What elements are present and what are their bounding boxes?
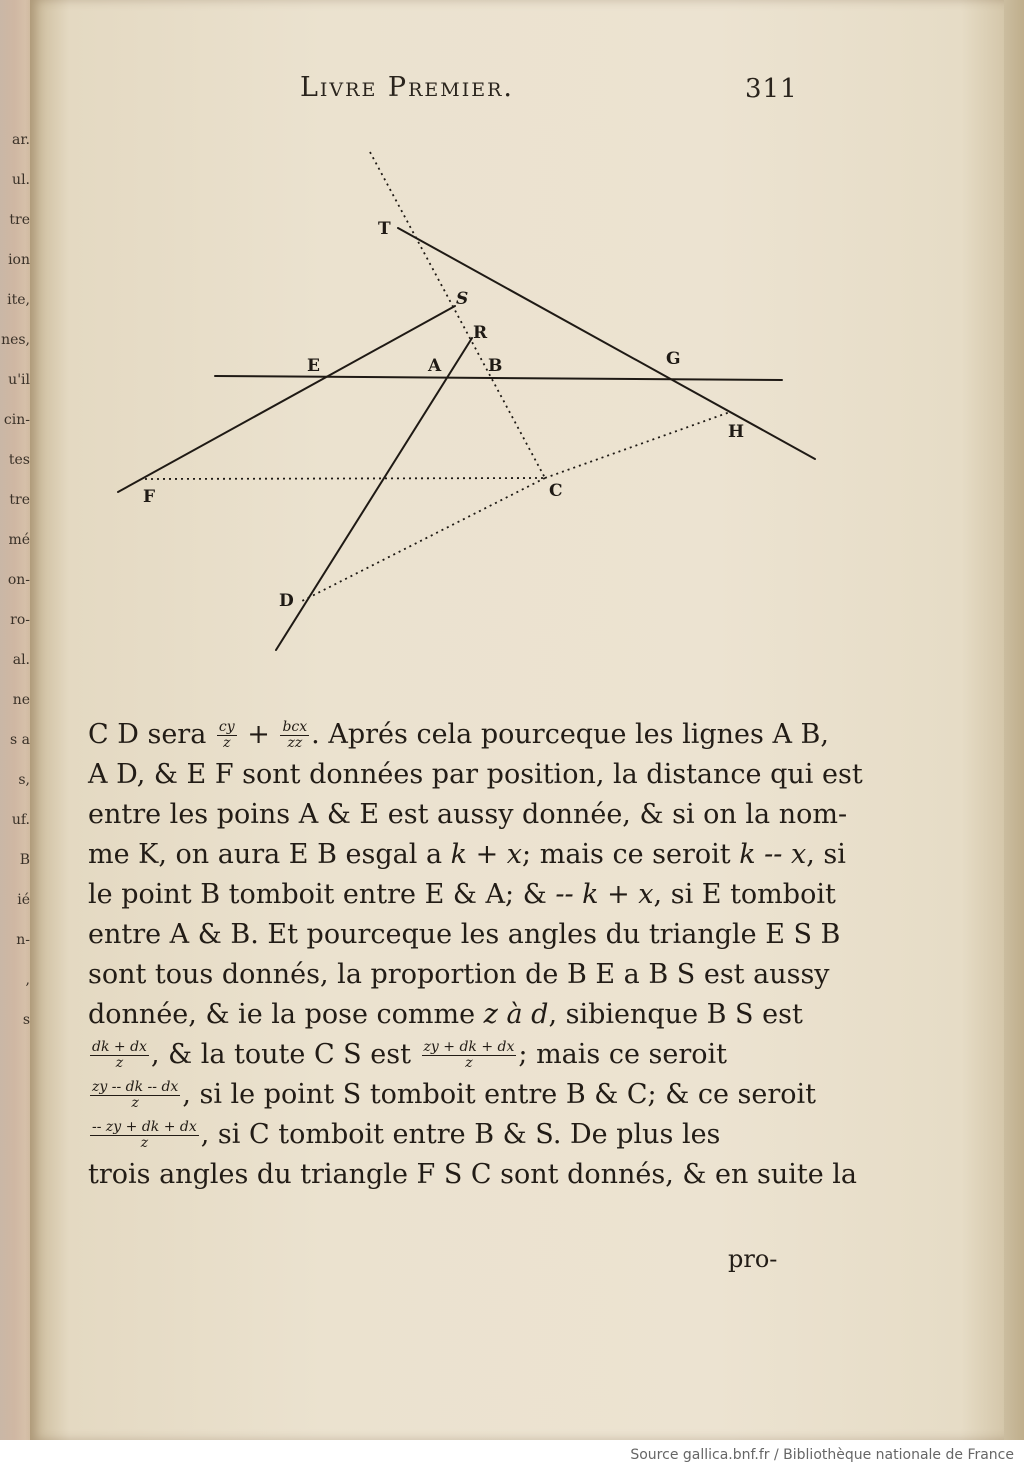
margin-bleed-fragment: tre (9, 212, 30, 228)
fraction-cs-neg: $\frac{-- zy + dk + dx}{z}$ (92, 1119, 197, 1151)
text-line-3: entre les poins A & E est aussy donnée, & si on la nom- (88, 799, 848, 830)
margin-bleed-fragment: , (25, 972, 30, 988)
text-line-9: $\frac{dk + dx}{z}$ , & la toute C S est $\frac{zy + dk + dx}{z}$ ; mais ce seroit (92, 1039, 728, 1071)
label-t: T (378, 219, 391, 239)
dotted-line-ch (545, 412, 730, 478)
margin-bleed-fragment: ul. (12, 172, 30, 188)
label-e: E (307, 356, 320, 376)
page-number: 311 (745, 74, 798, 104)
margin-bleed-fragment: s (22, 1012, 30, 1028)
label-h: H (728, 422, 745, 442)
geometric-figure (0, 0, 1024, 700)
margin-bleed-fragment: s a (10, 732, 30, 748)
source-footer: Source gallica.bnf.fr / Bibliothèque nationale de France (0, 1440, 1024, 1471)
margin-bleed-fragment: nes, (1, 332, 30, 348)
margin-bleed-fragment: al. (12, 652, 30, 668)
margin-bleed-fragment: cin- (3, 412, 30, 428)
margin-bleed-fragment: ar. (12, 132, 30, 148)
line-eg (215, 376, 782, 380)
line-rd (276, 338, 472, 650)
text-line-12: trois angles du triangle F S C sont donnés, & en suite la (88, 1159, 857, 1190)
label-r: R (473, 323, 488, 343)
margin-bleed-fragment: on- (7, 572, 30, 588)
body-text (88, 715, 863, 1195)
text-line-8: donnée, & ie la pose comme z à d, sibienque B S est (88, 999, 803, 1030)
fraction-bs: $\frac{dk + dx}{z}$ (92, 1039, 147, 1071)
text-line-11: $\frac{-- zy + dk + dx}{z}$ , si C tomboit entre B & S. De plus les (92, 1119, 721, 1151)
label-g: G (666, 349, 681, 369)
margin-bleed-fragment: ié (17, 892, 30, 908)
dotted-line-cd (300, 478, 545, 602)
text-line-1: C D sera $\frac{cy}{z}$ + $\frac{\text{bcx}}{zz}$ . Aprés cela pourceque les lignes A B, (88, 719, 829, 751)
running-head: Livre Premier. (300, 72, 514, 103)
margin-bleed-fragment: ion (8, 252, 30, 268)
label-s: S (456, 289, 469, 309)
text-line-10: $\frac{zy -- dk -- dx}{z}$ , si le point S tomboit entre B & C; & ce seroit (92, 1079, 816, 1111)
margin-bleed-fragment: tre (9, 492, 30, 508)
text-line-5: le point B tomboit entre E & A; & -- k + x, si E tomboit (88, 879, 836, 910)
margin-bleed-fragment: s, (18, 772, 30, 788)
text-line-2: A D, & E F sont données par position, la distance qui est (88, 759, 863, 790)
margin-bleed-fragment: B (19, 852, 30, 868)
margin-bleed-fragment: ite, (7, 292, 30, 308)
text-line-6: entre A & B. Et pourceque les angles du triangle E S B (88, 919, 841, 950)
line-th (398, 228, 815, 459)
catchword: pro- (728, 1245, 778, 1273)
fraction-cs: $\frac{zy + dk + dx}{z}$ (423, 1039, 515, 1071)
label-a: A (428, 356, 442, 376)
margin-bleed-fragment: mé (8, 532, 30, 548)
dotted-line-tc (370, 152, 545, 478)
margin-bleed-fragment: ro- (10, 612, 30, 628)
fraction-cs-alt: $\frac{zy -- dk -- dx}{z}$ (92, 1079, 179, 1111)
fraction-cy-z: $\frac{cy}{z}$ (218, 719, 235, 751)
label-c: C (549, 481, 563, 501)
label-d: D (279, 591, 294, 611)
fraction-bcx-zz: $\frac{\text{bcx}}{zz}$ (282, 719, 308, 751)
margin-bleed-fragment: uf. (11, 812, 30, 828)
label-f: F (143, 487, 156, 507)
text-line-4: me K, on aura E B esgal a k + x; mais ce seroit k -- x, si (88, 839, 846, 870)
margin-bleed-fragment: u'il (8, 372, 30, 388)
label-b: B (488, 356, 503, 376)
margin-bleed-fragment: n- (16, 932, 30, 948)
text-line-7: sont tous donnés, la proportion de B E a B S est aussy (88, 959, 830, 990)
margin-bleed-fragment: ne (12, 692, 30, 708)
margin-bleed-fragment: tes (8, 452, 30, 468)
line-fs (118, 306, 455, 492)
dotted-line-fc (145, 478, 545, 479)
